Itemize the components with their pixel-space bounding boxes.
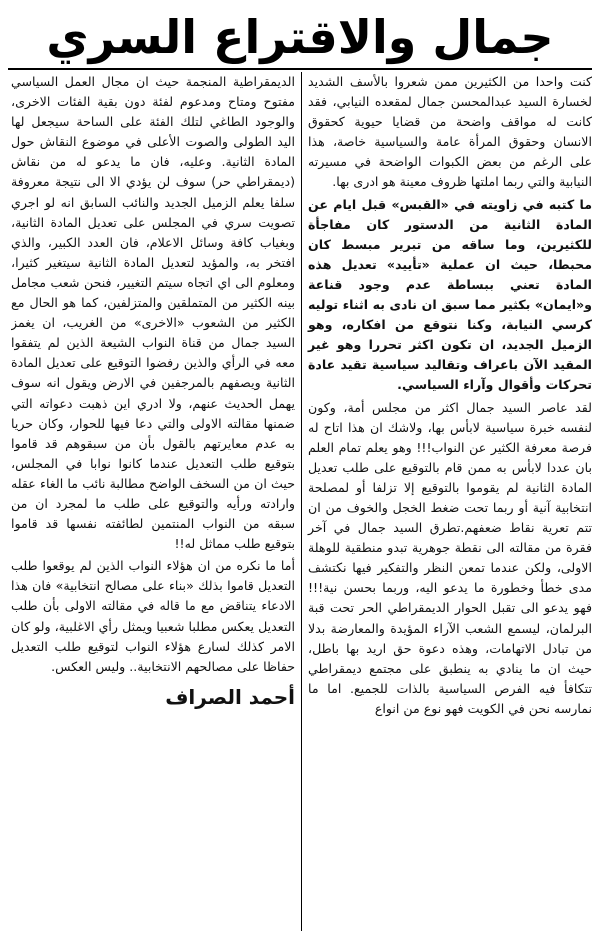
article-column-left [11,72,302,931]
article-headline: جمال والاقتراع السري [8,6,592,70]
article-paragraph: أما ما نكره من ان هؤلاء النواب الذين لم يوقعوا طلب التعديل قاموا بذلك «بناء على مصالح انتخابية» فان هذا الادعاء يتناقض مع ما قاله في مقالته الاولى بأن طلب التعديل يعكس مطلبا شعبيا ويمثل رأي الاغلبية، ولو كان الامر كذلك لسارع هؤلاء النواب لتوقيع طلب التعديل حفاظا على مصالحهم الانتخابية.. وليس العكس. [11,558,295,674]
article-column-right [302,72,592,931]
article-paragraph: ما كتبه في زاويته في «القبس» قبل ايام عن المادة الثانية من الدستور كان مفاجأة للكثيرين، وما ساقه من تبرير مبسط كان محبطا، حيث ان عملية «تأييد» تعديل هذه المادة تعني ببساطة عدم وجود قناعة و«ايمان» بكثير مما سبق ان نادى به اثناء توليه كرسي النيابة، وكنا نتوقع من افكاره، وهو الزميل الجديد، ان تكون اكثر تحررا وهو غير المقيد الآن باعراف وتقاليد سياسية تقيد عادة تحركات وأقوال وآراء السياسي. [308,196,592,393]
article-paragraph: الديمقراطية المنجمة حيث ان مجال العمل السياسي مفتوح ومتاح ومدعوم لفئة دون بقية الفئات الاخرى، والوجود الطاغي لتلك الفئة على الساحة سيجعل لها اليد الطولى والصوت الأعلى في موضوع النقاش حول المادة الثانية. وعليه، فان ما يدعو له من نقاش (ديمقراطي حر) سوف لن يؤدي الا الى نتيجة معروفة سلفا يعلم الزميل الجديد والنائب السابق انه لو اجري تصويت سري في المجلس على تعديل المادة الثانية، وبغياب كافة وسائل الاعلام، فان العدد الكبير، والذي افتخر به، والمؤيد لتعديل المادة الثانية سيتغير كثيرا، ومعلوم الى اي اتجاه سيتم التغيير، فنحن شعب مجامل بينه الكثير من المتملقين والمتزلفين، كما هو الحال مع الكثير من الشعوب «الاخرى» من الغريب، ان يغمز السيد جمال من قناة النواب الشيعة الذين لم يتفقوا معه في الرأي والذين رفضوا التوقيع على تعديل المادة الثانية ويصفهم بالمرجفين في الارض ويقول انه سوف يهمل الحديث عنهم، ولا ادري اين ذهبت دعواته التي ضمنها مقالته الاولى والتي دعا فيها للحوار، وكان حريا به عدم معايرتهم بالقول بأن من سبقوهم قد قاموا بتوقيع طلب التعديل عندما كانوا نوابا في المجلس، حيث ان من السخف الواضح مطالبة نائب ما الغاء عقله وارادته ورأيه والتوقيع على طلب ما لمجرد ان من سبقه من النواب المنتمين لطائفته نفسها قد قاموا بتوقيع طلب مماثل له!! [11,74,295,552]
article-columns [8,72,592,931]
article-paragraph: لقد عاصر السيد جمال اكثر من مجلس أمة، وكون لنفسه خبرة سياسية لابأس بها، ولاشك ان هذا اتاح له فرصة معرفة الكثير عن النواب!!! وهو يعلم تمام العلم بان عددا لابأس به ممن قام بالتوقيع على طلب تعديل المادة الثانية لم يقوموا بالتوقيع إلا تزلفا أو لمصلحة انتخابية آنية أو ربما تحت ضغط الخجل والخوف من ان تتم تعرية نقاط ضعفهم.تطرق السيد جمال في آخر فقرة من مقالته الى نقطة جوهرية تبدو منطقية للوهلة الاولى، ولكن عندما تمعن النظر والتفكير فيها نكتشف مدى خطأ وخطورة ما يدعو اليه، وربما بحسن نية!!! فهو يدعو الى تقبل الحوار الديمقراطي الحر تحت قبة البرلمان، ليسمع الشعب الآراء المؤيدة والمعارضة بدلا من تبادل الاتهامات، وهذه دعوة حق اريد بها باطل، حيث ان ما ينادي به ينطبق على مجتمع ديمقراطي تتكافأ فيه الفرص السياسية بالذات للجميع. اما ما نمارسه نحن في الكويت فهو نوع من انواع [308,399,592,716]
author-signature: أحمد الصراف [165,684,295,709]
article-paragraph: كنت واحدا من الكثيرين ممن شعروا بالأسف الشديد لخسارة السيد عبدالمحسن جمال لمقعده النيابي، فقد كانت له مواقف واضحة من قضايا حيوية كحقوق الانسان وحقوق المرأة عامة والسياسية خاصة، هذا على الرغم من بعض الكبوات الواضحة في مسيرته النيابية والتي ربما املتها ظروف معينة هو ادرى بها. [308,74,592,190]
newspaper-page [8,6,592,931]
